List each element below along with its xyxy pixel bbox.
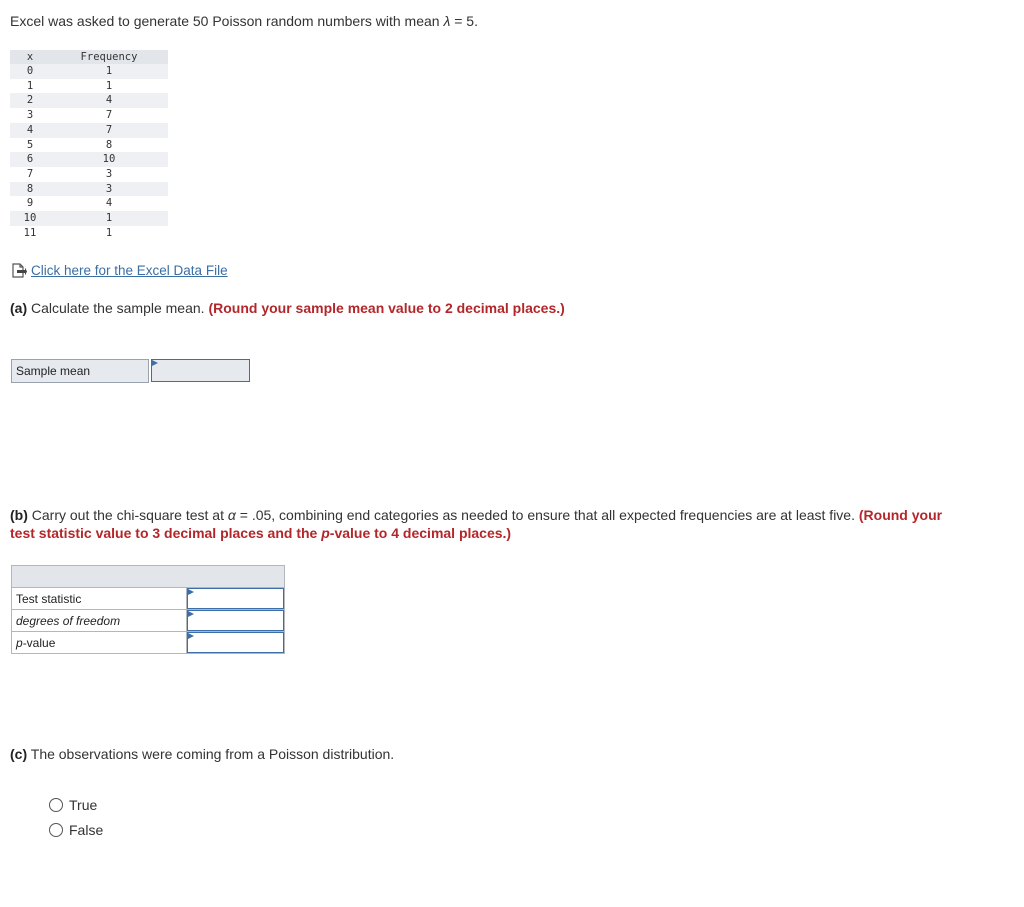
frequency-cell: 3 <box>50 182 168 197</box>
table-row <box>10 211 168 226</box>
part-b-label: (b) <box>10 507 28 523</box>
part-c-label: (c) <box>10 746 28 762</box>
part-b-text-cont: = .05, combining end categories as needed to ensure that all expected frequencies are at least five. <box>235 507 859 523</box>
part-a-instruction: (Round your sample mean value to 2 decimal places.) <box>208 300 565 316</box>
excel-file-link-row <box>11 263 228 278</box>
stat-table-header <box>12 566 285 588</box>
x-cell: 8 <box>10 182 50 197</box>
excel-data-file-link[interactable]: Click here for the Excel Data File <box>31 263 228 278</box>
frequency-cell: 7 <box>50 123 168 138</box>
header-x: x <box>10 50 50 64</box>
x-cell: 9 <box>10 196 50 211</box>
p-value-label <box>12 632 187 654</box>
table-row <box>10 196 168 211</box>
lambda-symbol: λ <box>443 13 451 29</box>
frequency-cell: 10 <box>50 152 168 167</box>
part-c-question <box>10 745 394 763</box>
part-c-text: The observations were coming from a Poisson distribution. <box>27 746 395 762</box>
table-row <box>12 632 285 654</box>
document-icon <box>11 263 27 278</box>
table-row <box>10 123 168 138</box>
frequency-cell: 4 <box>50 196 168 211</box>
p-value-cell <box>187 632 285 654</box>
x-cell: 6 <box>10 152 50 167</box>
frequency-cell: 3 <box>50 167 168 182</box>
false-option[interactable] <box>49 822 103 838</box>
frequency-cell: 1 <box>50 211 168 226</box>
x-cell: 4 <box>10 123 50 138</box>
frequency-cell: 7 <box>50 108 168 123</box>
radio-circle-icon[interactable] <box>49 823 63 837</box>
intro-text <box>10 13 478 29</box>
chi-square-results-table <box>11 565 285 654</box>
p-italic: p <box>321 525 330 541</box>
x-cell: 0 <box>10 64 50 79</box>
test-statistic-label: Test statistic <box>12 588 187 610</box>
intro-text-start: Excel was asked to generate 50 Poisson random numbers with mean <box>10 13 444 29</box>
frequency-table-header <box>10 50 168 64</box>
x-cell: 5 <box>10 138 50 153</box>
stat-table-header-cell <box>12 566 285 588</box>
table-row <box>10 152 168 167</box>
x-cell: 7 <box>10 167 50 182</box>
part-a-text: Calculate the sample mean. <box>27 300 209 316</box>
frequency-cell: 4 <box>50 93 168 108</box>
degrees-of-freedom-label: degrees of freedom <box>12 610 187 632</box>
frequency-table <box>10 50 168 240</box>
table-row <box>10 226 168 241</box>
frequency-cell: 8 <box>50 138 168 153</box>
frequency-cell: 1 <box>50 79 168 94</box>
sample-mean-label: Sample mean <box>11 359 149 383</box>
table-row <box>10 93 168 108</box>
false-option-label: False <box>69 822 104 838</box>
table-row <box>12 588 285 610</box>
table-row <box>10 167 168 182</box>
x-cell: 11 <box>10 226 50 241</box>
x-cell: 3 <box>10 108 50 123</box>
frequency-cell: 1 <box>50 226 168 241</box>
table-row <box>10 182 168 197</box>
table-row <box>12 610 285 632</box>
true-option-label: True <box>69 797 98 813</box>
true-option[interactable] <box>49 797 97 813</box>
degrees-of-freedom-input[interactable] <box>187 610 284 631</box>
alpha-symbol: α <box>227 507 236 523</box>
table-row <box>10 108 168 123</box>
frequency-cell: 1 <box>50 64 168 79</box>
x-cell: 2 <box>10 93 50 108</box>
part-a-label: (a) <box>10 300 28 316</box>
radio-circle-icon[interactable] <box>49 798 63 812</box>
part-a-question <box>10 299 565 317</box>
part-b-text: Carry out the chi-square test at <box>27 507 228 523</box>
table-row <box>10 138 168 153</box>
intro-text-end: = 5. <box>450 13 478 29</box>
test-statistic-cell <box>187 588 285 610</box>
p-value-label-rest: -value <box>22 635 56 650</box>
degrees-of-freedom-cell <box>187 610 285 632</box>
p-value-label-p: p <box>16 635 23 650</box>
part-b-instruction-start: (Round your test statistic value to 3 decimal places and the <box>10 507 943 541</box>
x-cell: 1 <box>10 79 50 94</box>
table-row <box>10 64 168 79</box>
sample-mean-row <box>11 359 250 383</box>
p-value-input[interactable] <box>187 632 284 653</box>
sample-mean-input[interactable] <box>151 359 250 382</box>
test-statistic-input[interactable] <box>187 588 284 609</box>
x-cell: 10 <box>10 211 50 226</box>
table-row <box>10 79 168 94</box>
part-b-instruction-end: -value to 4 decimal places.) <box>329 525 512 541</box>
header-frequency: Frequency <box>50 50 168 64</box>
part-b-question <box>10 506 970 542</box>
